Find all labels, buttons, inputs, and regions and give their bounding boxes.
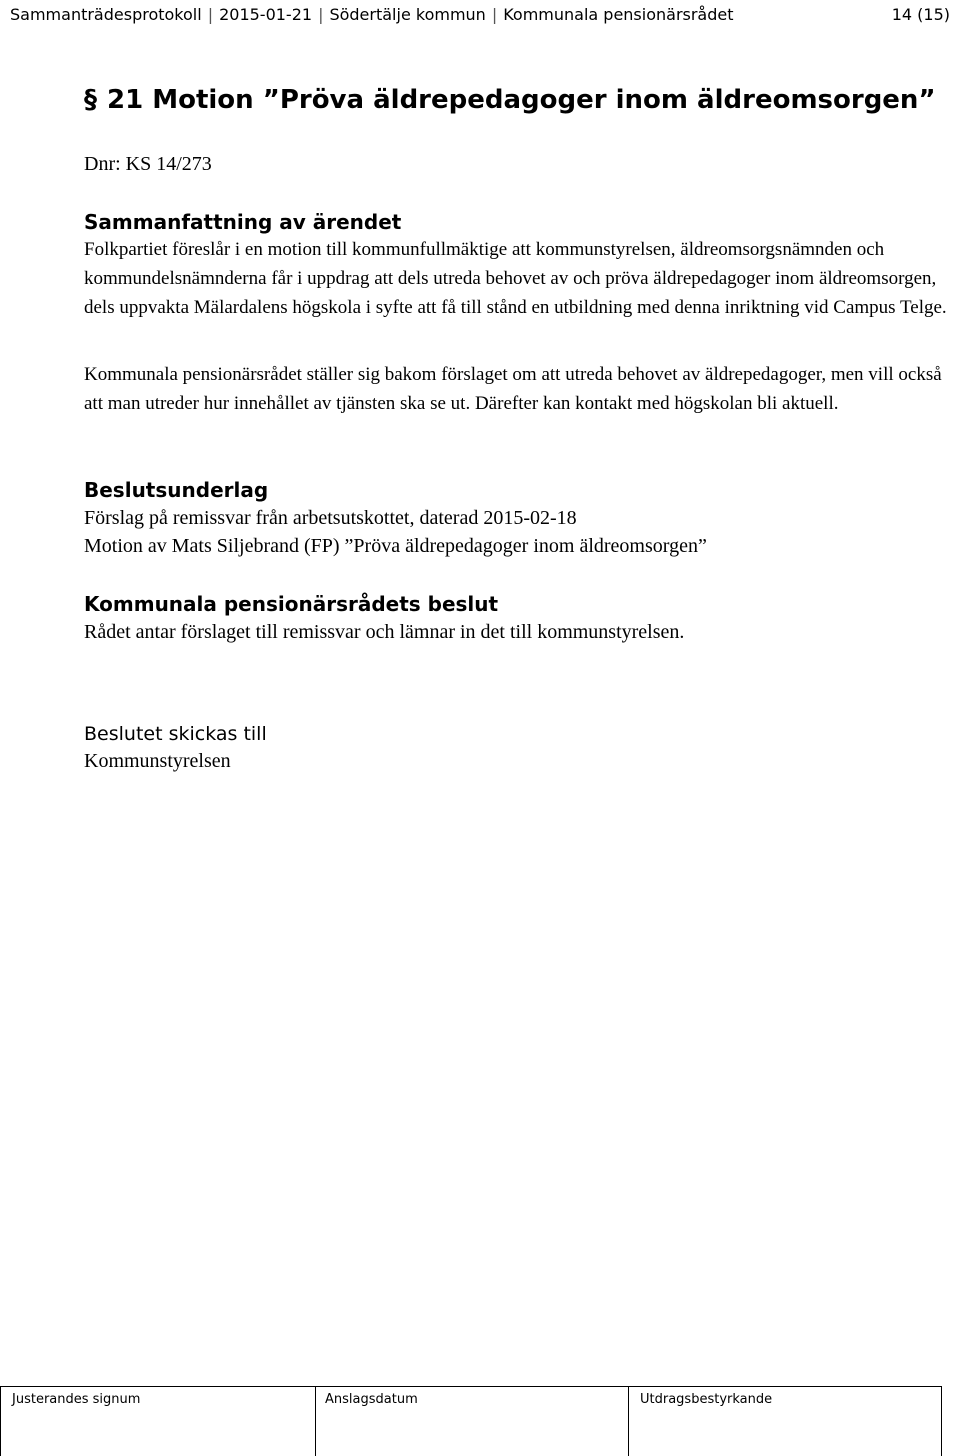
basis-item: Motion av Mats Siljebrand (FP) ”Pröva äldrepedagoger inom äldreomsorgen” [84, 535, 707, 557]
header-page-number: 14 (15) [891, 5, 950, 24]
footer-divider [315, 1386, 316, 1456]
footer-certification-label: Utdragsbestyrkande [640, 1392, 773, 1407]
footer-posting-date-label: Anslagsdatum [325, 1392, 418, 1407]
section-title-text: 21 Motion ”Pröva äldrepedagoger inom äldreomsorgen” [107, 85, 936, 115]
section-title [84, 83, 936, 117]
footer-divider [628, 1386, 629, 1456]
summary-text: Folkpartiet föreslår i en motion till kommunfullmäktige att kommunstyrelsen, äldreomsorgsnämnden och kommundelsnämnderna får i uppdrag att dels utreda behovet av och pröva äldrepedagoger inom äldreomsorgen, dels uppvakta Mälardalens högskola i syfte att få till stånd en utbildning med denna inriktning vid Campus Telge. [84, 239, 947, 318]
basis-heading: Beslutsunderlag [84, 478, 269, 502]
decision-heading: Kommunala pensionärsrådets beslut [84, 592, 499, 616]
basis-item: Förslag på remissvar från arbetsutskottet, daterad 2015-02-18 [84, 507, 577, 529]
header-body: Kommunala pensionärsrådet [503, 5, 734, 24]
summary-text: Kommunala pensionärsrådet ställer sig bakom förslaget om att utreda behovet av äldrepedagoger, men vill också att man utreder hur innehållet av tjänsten ska se ut. Därefter kan kontakt med högskolan bli aktuell. [84, 364, 942, 414]
case-number: Dnr: KS 14/273 [84, 153, 212, 175]
header-date: 2015-01-21 [219, 5, 313, 24]
summary-heading: Sammanfattning av ärendet [84, 210, 402, 234]
page-header [10, 3, 950, 27]
header-separator: | [491, 5, 498, 24]
footer-divider [941, 1386, 942, 1456]
header-separator: | [207, 5, 214, 24]
header-left [10, 3, 734, 27]
footer-divider [0, 1386, 1, 1456]
sent-to-recipient: Kommunstyrelsen [84, 750, 231, 772]
footer-divider [0, 1386, 942, 1387]
header-municipality: Södertälje kommun [329, 5, 486, 24]
decision-text: Rådet antar förslaget till remissvar och lämnar in det till kommunstyrelsen. [84, 621, 685, 643]
summary-paragraph-1 [84, 235, 956, 322]
signature-footer [0, 1386, 960, 1456]
section-symbol: § [84, 85, 97, 115]
header-document-type: Sammanträdesprotokoll [10, 5, 202, 24]
summary-paragraph-2 [84, 360, 956, 418]
sent-to-heading: Beslutet skickas till [84, 723, 267, 745]
header-separator: | [318, 5, 324, 24]
footer-signature-label: Justerandes signum [12, 1392, 141, 1407]
